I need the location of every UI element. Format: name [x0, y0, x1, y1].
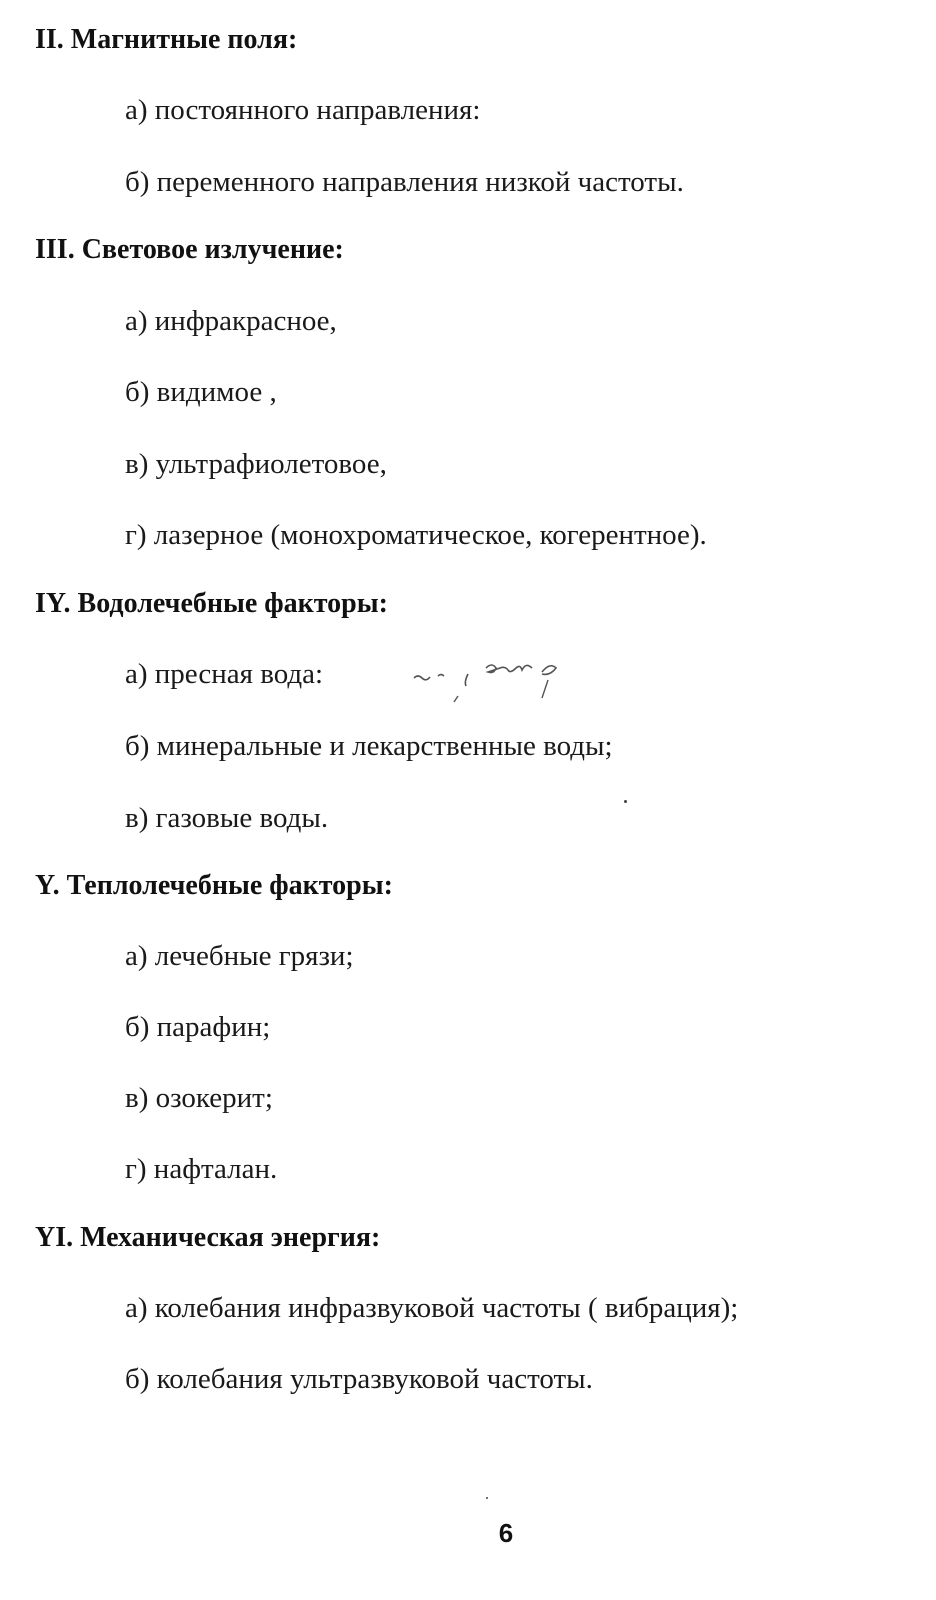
list-item: а) инфракрасное,: [125, 305, 337, 337]
list-item: б) видимое ,: [125, 376, 277, 408]
list-item: в) озокерит;: [125, 1082, 273, 1114]
list-item: б) парафин;: [125, 1011, 271, 1043]
page-number: 6: [498, 1518, 514, 1548]
scan-speck: [624, 800, 627, 803]
list-item: б) минеральные и лекарственные воды;: [125, 730, 613, 762]
list-item: а) лечебные грязи;: [125, 940, 354, 972]
list-item: в) газовые воды.: [125, 802, 329, 834]
list-item: б) переменного направления низкой частоты.: [125, 166, 684, 198]
section-heading-mechanical-energy: YI. Механическая энергия:: [35, 1222, 381, 1253]
section-heading-light-radiation: III. Световое излучение:: [35, 234, 344, 265]
list-item: б) колебания ультразвуковой частоты.: [125, 1363, 593, 1395]
scan-speck: [486, 1497, 488, 1499]
list-item: а) колебания инфразвуковой частоты ( вибрация);: [125, 1292, 739, 1324]
list-item: а) пресная вода:: [125, 658, 324, 690]
list-item: г) нафталан.: [125, 1153, 278, 1185]
section-heading-magnetic-fields: II. Магнитные поля:: [35, 24, 298, 55]
section-heading-thermotherapy-factors: Y. Теплолечебные факторы:: [35, 870, 393, 901]
handwritten-annotation: [408, 652, 578, 712]
section-heading-hydrotherapy-factors: IY. Водолечебные факторы:: [35, 588, 388, 619]
list-item: в) ультрафиолетовое,: [125, 448, 387, 480]
list-item: а) постоянного направления:: [125, 94, 481, 126]
list-item: г) лазерное (монохроматическое, когерентное).: [125, 519, 707, 551]
